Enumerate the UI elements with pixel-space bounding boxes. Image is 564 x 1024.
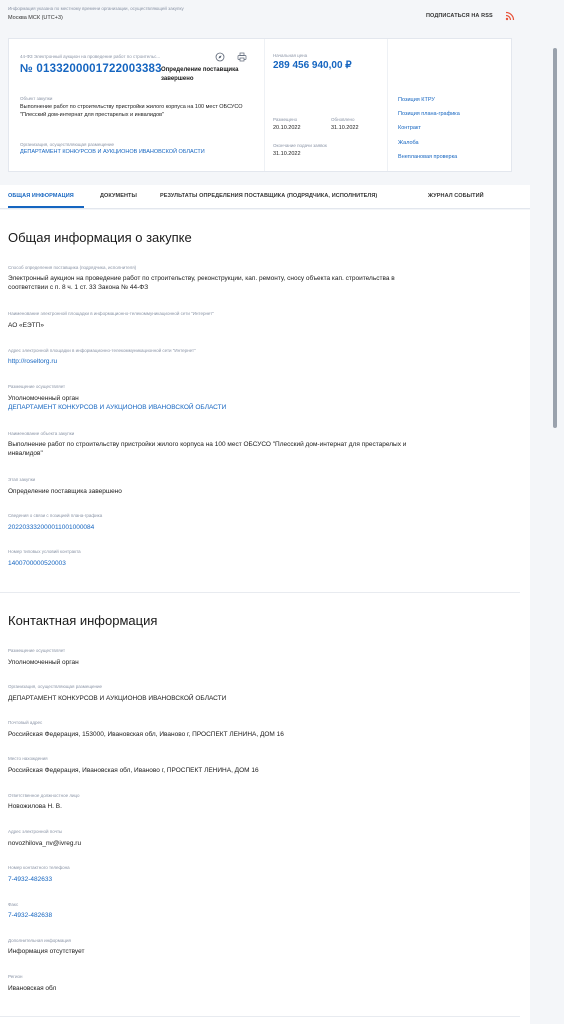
- general-info-title: Общая информация о закупке: [8, 230, 192, 245]
- timezone-note: Информация указана по местному времени организации, осуществляющей закупку: [8, 6, 184, 11]
- plan-position-link[interactable]: 202203332000011001000084: [8, 524, 95, 531]
- fax-link[interactable]: 7-4932-482638: [8, 912, 53, 919]
- field-value: Уполномоченный орган: [8, 395, 79, 402]
- field-label: Место нахождения: [8, 756, 48, 761]
- content-area: [0, 210, 530, 1024]
- section-divider: [0, 592, 520, 593]
- deadline-label: Окончание подачи заявок: [273, 143, 327, 148]
- print-icon[interactable]: [237, 52, 247, 62]
- object-label: Объект закупки: [20, 96, 53, 101]
- tab-bar: [0, 185, 530, 209]
- purchase-number[interactable]: № 0133200001722003383: [20, 63, 162, 75]
- tab-documents[interactable]: ДОКУМЕНТЫ: [100, 193, 137, 199]
- posted-date: 20.10.2022: [273, 125, 301, 131]
- tab-supplier-results[interactable]: РЕЗУЛЬТАТЫ ОПРЕДЕЛЕНИЯ ПОСТАВЩИКА (ПОДРЯДЧИКА, ИСПОЛНИТЕЛЯ): [160, 193, 378, 199]
- related-links: [398, 96, 460, 167]
- updated-label: Обновлено: [331, 117, 355, 122]
- rss-icon[interactable]: [505, 11, 515, 21]
- tab-general-info[interactable]: ОБЩАЯ ИНФОРМАЦИЯ: [8, 193, 74, 199]
- law-type: 44-ФЗ Электронный аукцион на проведение работ по строительс...: [20, 54, 161, 59]
- inspection-link[interactable]: Внеплановая проверка: [398, 153, 458, 160]
- field-label: Адрес электронной площадки в информационно-телекоммуникационной сети "Интернет": [8, 348, 196, 353]
- phone-link[interactable]: 7-4932-482633: [8, 876, 53, 883]
- field-value: Российская Федерация, 153000, Ивановская обл, Иваново г, ПРОСПЕКТ ЛЕНИНА, ДОМ 16: [8, 731, 284, 738]
- field-label: Организация, осуществляющая размещение: [8, 684, 102, 689]
- field-value: Выполнение работ по строительству пристройки жилого корпуса на 100 мест ОБСУСО "Плесский дом-интернат для престарелых и инвалидов": [8, 441, 407, 457]
- field-value: Российская Федерация, Ивановская обл, Иваново г, ПРОСПЕКТ ЛЕНИНА, ДОМ 16: [8, 767, 259, 774]
- field-label: Номер контактного телефона: [8, 865, 70, 870]
- purchase-summary-card: [8, 38, 512, 172]
- plan-position-link[interactable]: Позиция плана-графика: [398, 111, 460, 118]
- org-link[interactable]: ДЕПАРТАМЕНТ КОНКУРСОВ И АУКЦИОНОВ ИВАНОВСКОЙ ОБЛАСТИ: [8, 404, 227, 411]
- field-label: Способ определения поставщика (подрядчика, исполнителя): [8, 265, 137, 270]
- field-label: Этап закупки: [8, 477, 36, 482]
- tab-event-log[interactable]: ЖУРНАЛ СОБЫТИЙ: [428, 193, 484, 199]
- ktru-position-link[interactable]: Позиция КТРУ: [398, 97, 435, 103]
- price-label: Начальная цена: [273, 53, 308, 58]
- contacts-title: Контактная информация: [8, 613, 158, 628]
- field-label: Адрес электронной почты: [8, 829, 63, 834]
- field-label: Наименование электронной площадки в информационно-телекоммуникационной сети "Интернет": [8, 311, 214, 316]
- purchase-stage: Определение поставщика завершено: [161, 67, 239, 82]
- field-value: novozhilova_nv@ivreg.ru: [8, 840, 82, 847]
- scrollbar-thumb[interactable]: [553, 48, 557, 428]
- field-value: Информация отсутствует: [8, 948, 85, 955]
- rss-subscribe-link[interactable]: ПОДПИСАТЬСЯ НА RSS: [426, 13, 493, 19]
- top-bar: [0, 0, 530, 32]
- contract-terms-link[interactable]: 1400700000520003: [8, 560, 66, 567]
- field-value: Электронный аукцион на проведение работ по строительству, реконструкции, кап. ремонту, сносу объекта кап. строительства в соответствии с п. 8 ч. 1 ст. 33 Закона № 44-ФЗ: [8, 275, 395, 291]
- field-value: Ивановская обл: [8, 985, 57, 992]
- org-link[interactable]: ДЕПАРТАМЕНТ КОНКУРСОВ И АУКЦИОНОВ ИВАНОВСКОЙ ОБЛАСТИ: [20, 149, 205, 155]
- field-label: Факс: [8, 902, 19, 907]
- section-divider: [0, 1016, 520, 1017]
- complaint-link[interactable]: Жалоба: [398, 139, 419, 146]
- field-value: Определение поставщика завершено: [8, 488, 122, 495]
- org-label: Организация, осуществляющая размещение: [20, 142, 114, 147]
- field-value: АО «ЕЭТП»: [8, 322, 44, 329]
- initial-price: 289 456 940,00 ₽: [273, 60, 352, 71]
- field-value: Новожилова Н. В.: [8, 803, 62, 810]
- active-tab-indicator: [8, 206, 84, 208]
- field-label: Почтовый адрес: [8, 720, 43, 725]
- timezone-value: Москва МСК (UTC+3): [8, 15, 63, 21]
- contract-link[interactable]: Контракт: [398, 125, 421, 132]
- field-label: Размещение осуществляет: [8, 384, 66, 389]
- field-label: Наименование объекта закупки: [8, 431, 75, 436]
- updated-date: 31.10.2022: [331, 125, 359, 131]
- field-value: ДЕПАРТАМЕНТ КОНКУРСОВ И АУКЦИОНОВ ИВАНОВСКОЙ ОБЛАСТИ: [8, 695, 227, 702]
- field-label: Регион: [8, 974, 23, 979]
- divider: [264, 39, 265, 171]
- field-label: Ответственное должностное лицо: [8, 793, 80, 798]
- field-label: Дополнительная информация: [8, 938, 71, 943]
- field-value: Уполномоченный орган: [8, 659, 79, 666]
- platform-url-link[interactable]: http://roseltorg.ru: [8, 358, 58, 365]
- divider: [387, 39, 388, 171]
- field-label: Размещение осуществляет: [8, 648, 66, 653]
- field-label: Номер типовых условий контракта: [8, 549, 81, 554]
- object-value: Выполнение работ по строительству пристройки жилого корпуса на 100 мест ОБСУСО "Плесский дом-интернат для престарелых и инвалидов": [20, 104, 243, 118]
- compass-icon[interactable]: [215, 52, 225, 62]
- scrollbar-track[interactable]: [540, 0, 564, 1024]
- posted-label: Размещено: [273, 117, 298, 122]
- deadline-date: 31.10.2022: [273, 151, 301, 157]
- field-label: Сведения о связи с позицией плана-графика: [8, 513, 103, 518]
